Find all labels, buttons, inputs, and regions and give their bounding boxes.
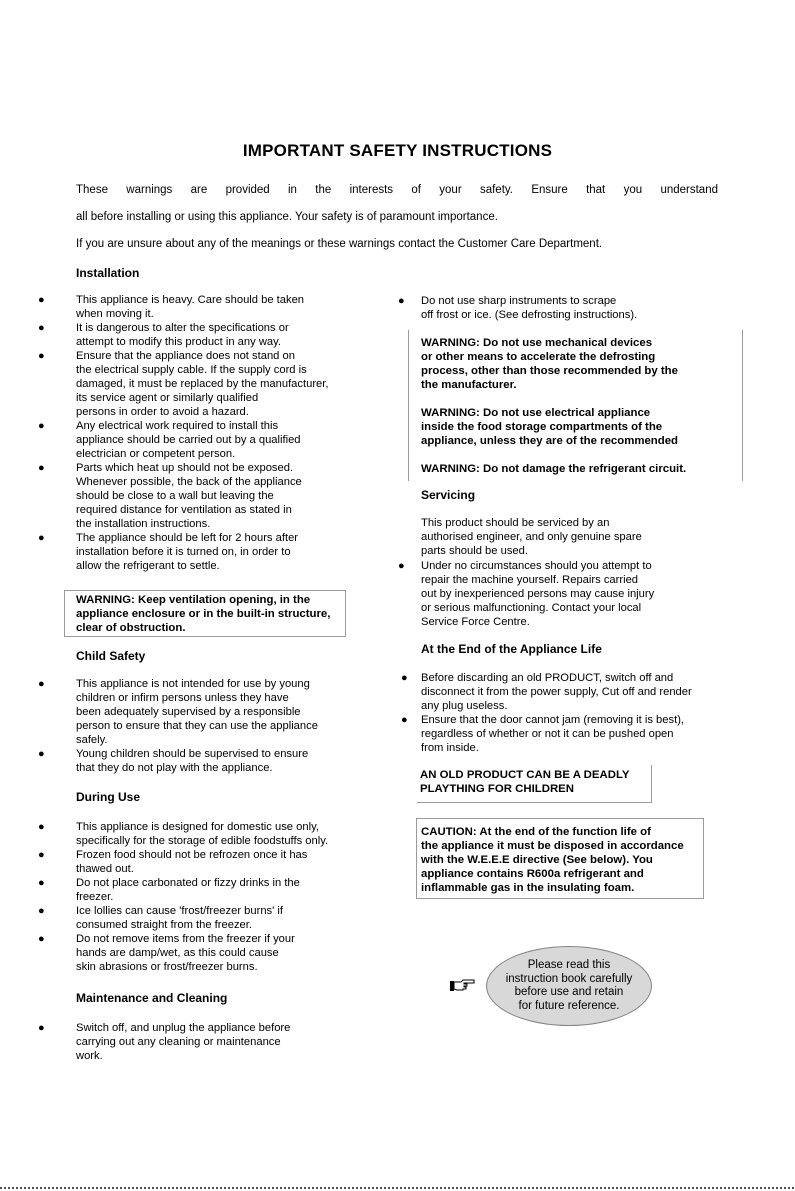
bullet-icon: ● xyxy=(38,933,45,945)
list-item-line: hands are damp/wet, as this could cause xyxy=(76,947,279,959)
bullet-icon: ● xyxy=(38,1022,45,1034)
list-item-line: that they do not play with the appliance. xyxy=(76,762,273,774)
warning-refrigerant: WARNING: Do not damage the refrigerant circuit. xyxy=(421,463,687,475)
list-item-line: electrician or competent person. xyxy=(76,448,236,460)
end-of-life-list xyxy=(401,671,721,755)
bullet-icon: ● xyxy=(398,560,405,572)
list-item-line: required distance for ventilation as stated in xyxy=(76,504,292,516)
child-safety-heading: Child Safety xyxy=(76,649,146,663)
child-safety-list xyxy=(38,677,366,775)
during-use-list xyxy=(38,820,366,974)
servicing-heading: Servicing xyxy=(421,488,476,502)
caution-box: CAUTION: At the end of the function life of the appliance it must be disposed in accordance with the W.E.E.E directive (See below). You appliance contains R600a refrigerant and inflammable gas in the insulating foam. xyxy=(416,818,704,899)
list-item-line: It is dangerous to alter the specifications or xyxy=(76,322,289,334)
bullet-icon: ● xyxy=(398,295,405,307)
bullet-icon: ● xyxy=(38,748,45,760)
intro-line-3: If you are unsure about any of the meanings or these warnings contact the Customer Care Department. xyxy=(76,238,603,250)
list-item xyxy=(38,747,366,775)
during-use-heading: During Use xyxy=(76,790,141,804)
read-instructions-note: Please read this instruction book carefully before use and retain for future reference. xyxy=(486,946,652,1026)
list-item: ● Ensure that the door cannot jam (removing it is best), regardless of whether or not it can be pushed open from inside. xyxy=(401,714,685,754)
list-item-line: consumed straight from the freezer. xyxy=(76,919,252,931)
list-item xyxy=(38,904,366,932)
list-item xyxy=(38,876,366,904)
list-item: ● Do not use sharp instruments to scrape off frost or ice. (See defrosting instructions). xyxy=(398,295,638,321)
list-item xyxy=(38,293,366,321)
end-of-life-heading: At the End of the Appliance Life xyxy=(421,642,602,656)
warning-electrical: WARNING: Do not use electrical appliance inside the food storage compartments of the appliance, unless they are of the recommended xyxy=(421,407,679,447)
pointing-hand-icon xyxy=(449,977,475,993)
list-item-line: been adequately supervised by a responsible xyxy=(76,706,301,718)
sharp-instruments-list xyxy=(398,294,751,322)
deadly-plaything-box: AN OLD PRODUCT CAN BE A DEADLY PLAYTHING FOR CHILDREN xyxy=(417,765,652,803)
list-item-line: children or infirm persons unless they have xyxy=(76,692,289,704)
list-item-line: person to ensure that they can use the appliance xyxy=(76,720,318,732)
bullet-icon: ● xyxy=(38,532,45,544)
list-item-line: Parts which heat up should not be exposed. xyxy=(76,462,294,474)
ventilation-warning-line: appliance enclosure or in the built-in structure, xyxy=(76,608,331,620)
list-item-line: installation before it is turned on, in order to xyxy=(76,546,291,558)
list-item: ● Before discarding an old PRODUCT, switch off and disconnect it from the power supply, Cut off and render any plug useless. xyxy=(401,672,692,712)
list-item-line: skin abrasions or frost/freezer burns. xyxy=(76,961,258,973)
list-item-line: work. xyxy=(76,1050,103,1062)
bullet-icon: ● xyxy=(38,877,45,889)
list-item-line: The appliance should be left for 2 hours after xyxy=(76,532,299,544)
list-item-line: attempt to modify this product in any way. xyxy=(76,336,281,348)
list-item-line: persons in order to avoid a hazard. xyxy=(76,406,249,418)
bullet-icon: ● xyxy=(38,821,45,833)
list-item-line: the electrical supply cable. If the supply cord is xyxy=(76,364,307,376)
list-item xyxy=(38,349,366,419)
defrost-warnings-box xyxy=(408,330,743,481)
list-item-line: This appliance is designed for domestic use only, xyxy=(76,821,319,833)
list-item-line: specifically for the storage of edible foodstuffs only. xyxy=(76,835,329,847)
list-item xyxy=(38,419,366,461)
list-item-line: Do not remove items from the freezer if your xyxy=(76,933,295,945)
list-item-line: Any electrical work required to install this xyxy=(76,420,279,432)
list-item xyxy=(38,321,366,349)
list-item xyxy=(38,677,366,747)
ventilation-warning-box xyxy=(64,590,346,637)
list-item xyxy=(38,932,366,974)
list-item-line: should be close to a wall but leaving the xyxy=(76,490,274,502)
bullet-icon: ● xyxy=(38,322,45,334)
servicing-list xyxy=(398,559,751,629)
list-item-line: This appliance is not intended for use by young xyxy=(76,678,310,690)
list-item-line: when moving it. xyxy=(76,308,154,320)
bullet-icon: ● xyxy=(38,420,45,432)
intro-line-1: These warnings are provided in the interests of your safety. Ensure that you understand xyxy=(76,184,718,196)
intro-line-2: all before installing or using this appliance. Your safety is of paramount importance. xyxy=(76,211,498,223)
maintenance-heading: Maintenance and Cleaning xyxy=(76,991,228,1005)
bullet-icon: ● xyxy=(38,462,45,474)
list-item-line: Young children should be supervised to ensure xyxy=(76,748,309,760)
bullet-icon: ● xyxy=(38,849,45,861)
list-item-line: the installation instructions. xyxy=(76,518,211,530)
list-item xyxy=(38,461,366,531)
list-item-line: thawed out. xyxy=(76,863,134,875)
list-item-line: its service agent or similarly qualified xyxy=(76,392,259,404)
servicing-paragraph: This product should be serviced by an authorised engineer, and only genuine spare parts should be used. xyxy=(421,517,642,557)
list-item-line: appliance should be carried out by a qualified xyxy=(76,434,301,446)
bullet-icon: ● xyxy=(38,905,45,917)
warning-mechanical: WARNING: Do not use mechanical devices or other means to accelerate the defrosting process, other than those recommended by the the manufacturer. xyxy=(421,337,678,391)
page-title: IMPORTANT SAFETY INSTRUCTIONS xyxy=(242,141,553,160)
list-item-line: carrying out any cleaning or maintenance xyxy=(76,1036,281,1048)
maintenance-list xyxy=(38,1021,366,1063)
bullet-icon: ● xyxy=(401,714,408,726)
installation-heading: Installation xyxy=(76,266,140,280)
list-item-line: Whenever possible, the back of the appliance xyxy=(76,476,302,488)
bullet-icon: ● xyxy=(38,294,45,306)
ventilation-warning-line: clear of obstruction. xyxy=(76,622,186,634)
list-item-line: freezer. xyxy=(76,891,114,903)
list-item-line: Frozen food should not be refrozen once it has xyxy=(76,849,308,861)
ventilation-warning-line: WARNING: Keep ventilation opening, in the xyxy=(76,594,311,606)
list-item xyxy=(38,531,366,573)
bullet-icon: ● xyxy=(401,672,408,684)
list-item xyxy=(38,848,366,876)
bullet-icon: ● xyxy=(38,678,45,690)
bullet-icon: ● xyxy=(38,350,45,362)
page-bottom-rule xyxy=(0,1187,795,1189)
list-item-line: allow the refrigerant to settle. xyxy=(76,560,220,572)
list-item-line: Ensure that the appliance does not stand on xyxy=(76,350,295,362)
list-item xyxy=(38,1021,366,1063)
list-item-line: Do not place carbonated or fizzy drinks in the xyxy=(76,877,300,889)
list-item-line: Ice lollies can cause 'frost/freezer burns' if xyxy=(76,905,283,917)
list-item-line: Switch off, and unplug the appliance before xyxy=(76,1022,291,1034)
list-item-line: safely. xyxy=(76,734,108,746)
installation-list xyxy=(38,293,366,573)
list-item xyxy=(38,820,366,848)
list-item: ● Under no circumstances should you attempt to repair the machine yourself. Repairs carried out by inexperienced persons may cause injury or serious malfunctioning. Contact your local Service Force Centre. xyxy=(398,560,655,628)
list-item-line: This appliance is heavy. Care should be taken xyxy=(76,294,305,306)
list-item-line: damaged, it must be replaced by the manufacturer, xyxy=(76,378,329,390)
